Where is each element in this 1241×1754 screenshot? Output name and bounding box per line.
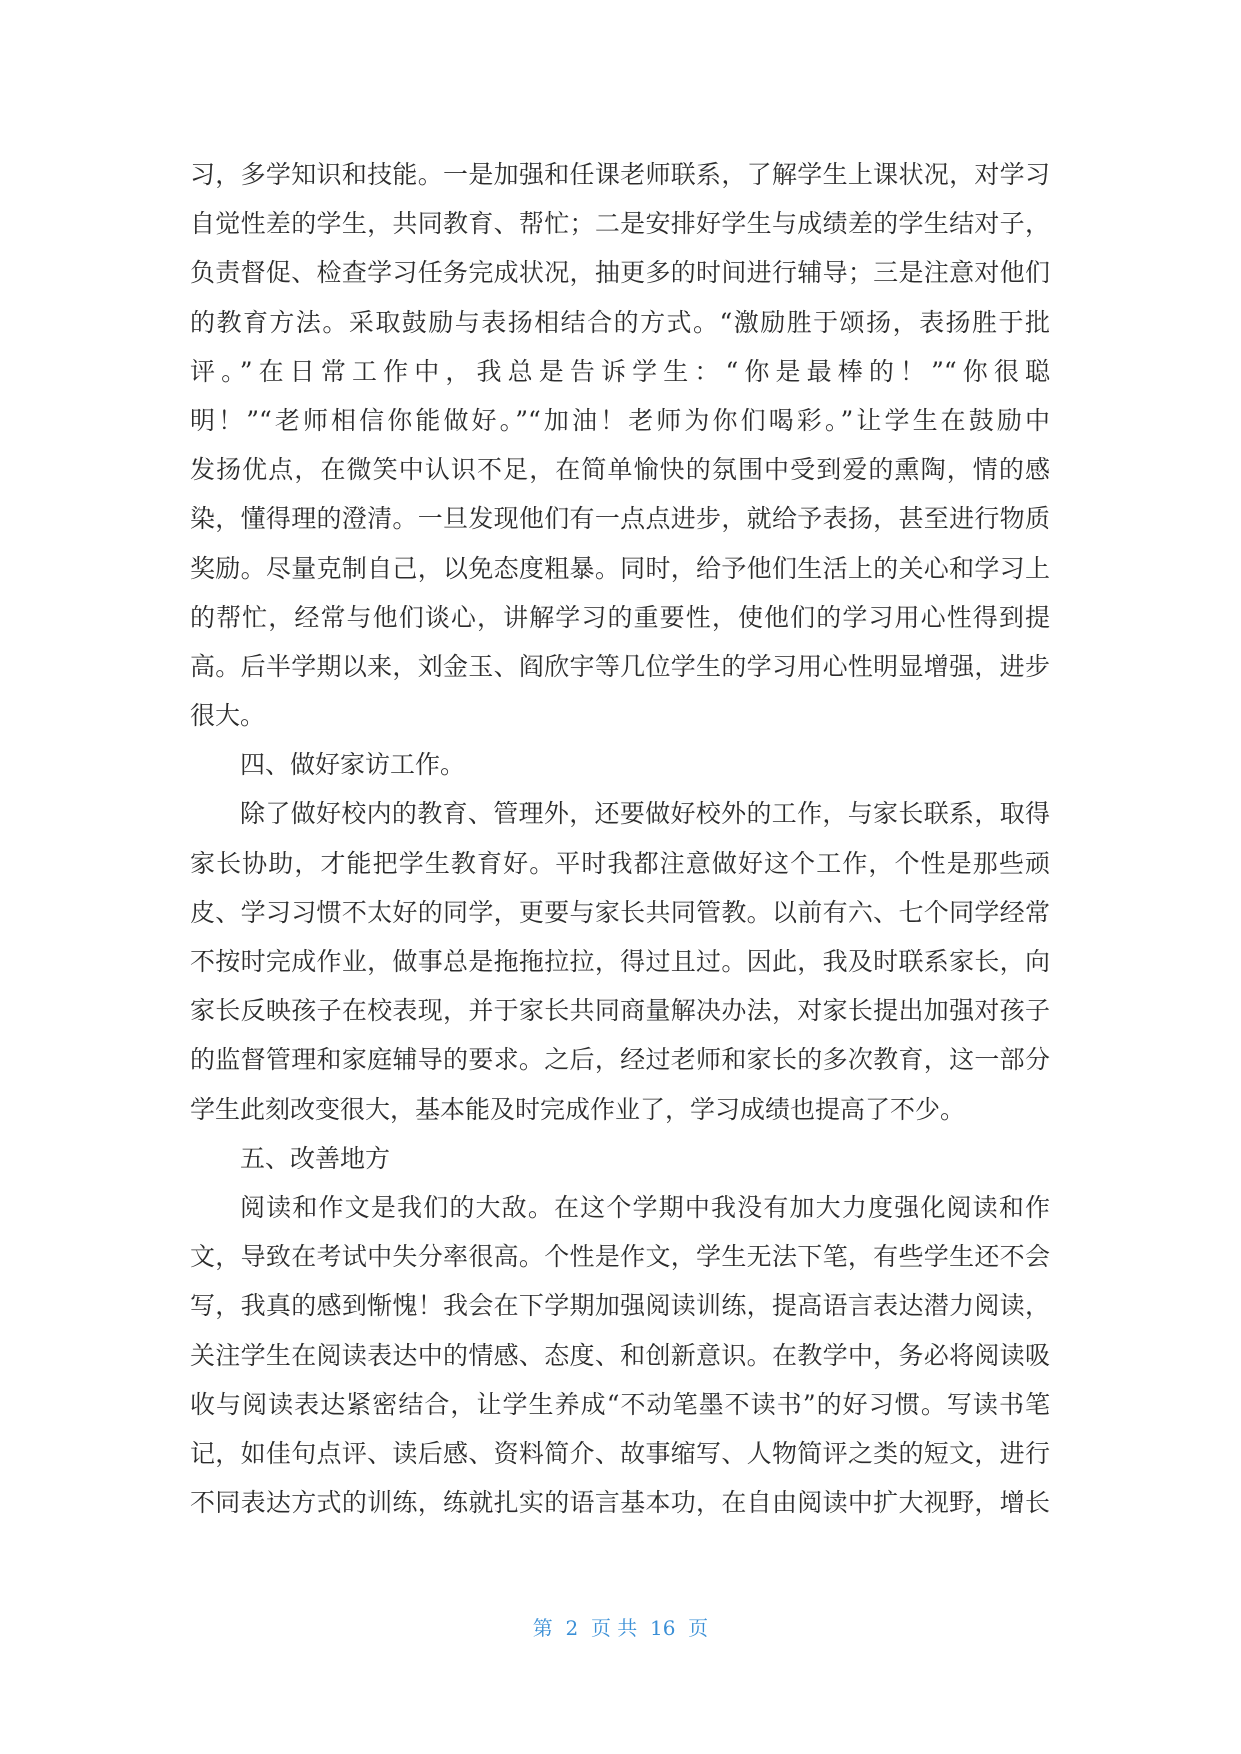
text-line: 不按时完成作业，做事总是拖拖拉拉，得过且过。因此，我及时联系家长，向 bbox=[190, 947, 1050, 976]
text-line: 家长协助，才能把学生教育好。平时我都注意做好这个工作，个性是那些顽 bbox=[190, 848, 1050, 878]
text-line: 的监督管理和家庭辅导的要求。之后，经过老师和家长的多次教育，这一部分 bbox=[190, 1045, 1050, 1075]
text-line: 高。后半学期以来，刘金玉、阎欣宇等几位学生的学习用心性明显增强，进步 bbox=[190, 651, 1050, 681]
text-line: 记，如佳句点评、读后感、资料简介、故事缩写、人物简评之类的短文，进行 bbox=[190, 1438, 1050, 1468]
text-line: 除了做好校内的教育、管理外，还要做好校外的工作，与家长联系，取得 bbox=[240, 799, 1050, 829]
page-number-footer: 第 2 页 共 16 页 bbox=[532, 1616, 709, 1640]
text-line: 文，导致在考试中失分率很高。个性是作文，学生无法下笔，有些学生还不会 bbox=[190, 1242, 1050, 1272]
text-line: 的帮忙，经常与他们谈心，讲解学习的重要性，使他们的学习用心性得到提 bbox=[190, 602, 1050, 632]
text-line: 阅读和作文是我们的大敌。在这个学期中我没有加大力度强化阅读和作 bbox=[240, 1192, 1050, 1222]
text-line: 染，懂得理的澄清。一旦发现他们有一点点进步，就给予表扬，甚至进行物质 bbox=[190, 504, 1050, 534]
text-line: 负责督促、检查学习任务完成状况，抽更多的时间进行辅导；三是注意对他们 bbox=[190, 258, 1050, 288]
text-line: 家长反映孩子在校表现，并于家长共同商量解决办法，对家长提出加强对孩子 bbox=[190, 996, 1050, 1026]
text-line: 写，我真的感到惭愧！我会在下学期加强阅读训练，提高语言表达潜力阅读， bbox=[190, 1291, 1050, 1321]
document-body bbox=[190, 150, 1050, 1527]
text-line: 的教育方法。采取鼓励与表扬相结合的方式。“激励胜于颂扬，表扬胜于批 bbox=[190, 307, 1050, 337]
text-line: 皮、学习习惯不太好的同学，更要与家长共同管教。以前有六、七个同学经常 bbox=[190, 897, 1050, 927]
text-line: 学生此刻改变很大，基本能及时完成作业了，学习成绩也提高了不少。 bbox=[190, 1094, 966, 1124]
text-line: 自觉性差的学生，共同教育、帮忙；二是安排好学生与成绩差的学生结对子， bbox=[190, 209, 1050, 239]
text-line: 不同表达方式的训练，练就扎实的语言基本功，在自由阅读中扩大视野，增长 bbox=[190, 1488, 1050, 1518]
text-line: 明！”“老师相信你能做好。”“加油！老师为你们喝彩。”让学生在鼓励中 bbox=[190, 405, 1050, 435]
text-line: 发扬优点，在微笑中认识不足，在简单愉快的氛围中受到爱的熏陶，情的感 bbox=[190, 455, 1050, 485]
text-line: 关注学生在阅读表达中的情感、态度、和创新意识。在教学中，务必将阅读吸 bbox=[190, 1340, 1050, 1370]
text-line: 奖励。尽量克制自己，以免态度粗暴。同时，给予他们生活上的关心和学习上 bbox=[190, 553, 1050, 583]
text-line: 四、做好家访工作。 bbox=[240, 750, 466, 780]
text-line: 很大。 bbox=[190, 701, 266, 731]
text-line: 习，多学知识和技能。一是加强和任课老师联系，了解学生上课状况，对学习 bbox=[190, 160, 1050, 189]
text-line: 收与阅读表达紧密结合，让学生养成“不动笔墨不读书”的好习惯。写读书笔 bbox=[190, 1389, 1050, 1419]
text-line: 评。”在日常工作中，我总是告诉学生：“你是最棒的！”“你很聪 bbox=[190, 356, 1050, 386]
text-line: 五、改善地方 bbox=[240, 1143, 391, 1173]
